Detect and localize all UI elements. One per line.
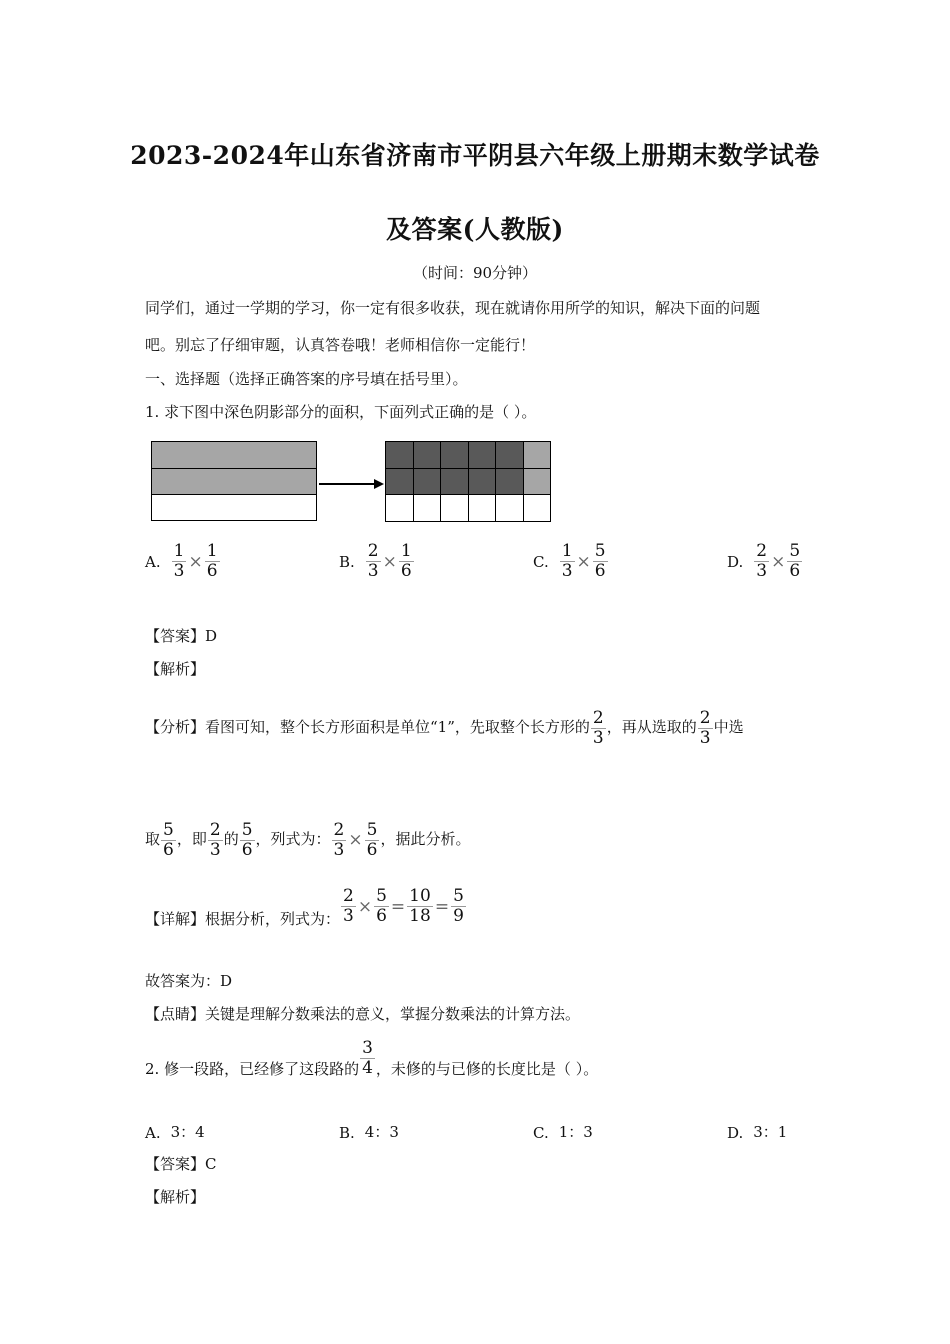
- denominator: 3: [343, 906, 354, 926]
- q1-analysis-heading: 【解析】: [145, 660, 206, 678]
- numerator: 5: [594, 541, 606, 561]
- option-text: 3：4: [170, 1123, 205, 1141]
- q1-final-answer: 故答案为：D: [145, 972, 233, 990]
- numerator: 5: [789, 541, 801, 561]
- q1-analysis-line-2: [145, 816, 470, 863]
- option-label: D.: [727, 552, 744, 571]
- q1-option-a: [145, 542, 221, 581]
- numerator: 5: [453, 886, 464, 906]
- grid-cell: [468, 494, 497, 522]
- fraction: [172, 542, 187, 581]
- numerator: 1: [206, 541, 218, 561]
- right-grid: [385, 441, 550, 521]
- detail-label: 【详解】根据分析，列式为：: [145, 910, 341, 928]
- q1-option-c: [533, 542, 609, 581]
- fraction: [161, 821, 176, 860]
- grid-cell: [495, 441, 524, 469]
- denominator: 18: [409, 906, 431, 926]
- times-sign: ×: [771, 551, 786, 572]
- analysis-text: 【分析】看图可知，整个长方形面积是单位“1”，先取整个长方形的: [145, 718, 590, 736]
- denominator: 3: [333, 839, 345, 860]
- numerator: 5: [366, 819, 378, 840]
- grid-cell: [385, 441, 414, 469]
- q2-option-d: [727, 1121, 787, 1142]
- grid-cell: [523, 468, 552, 496]
- times-sign: ×: [382, 551, 397, 572]
- section-heading: 一、选择题（选择正确答案的序号填在括号里）。: [145, 370, 468, 388]
- fraction: [208, 821, 223, 860]
- numerator: 2: [756, 541, 768, 561]
- q2-option-b: [339, 1121, 399, 1142]
- left-rect-row-1: [151, 441, 317, 469]
- detail-calculation: [340, 875, 467, 938]
- times-sign: ×: [357, 896, 373, 917]
- fraction: [332, 821, 347, 860]
- numerator: 3: [362, 1037, 373, 1058]
- intro-line-2: 吧。别忘了仔细审题，认真答卷哦！老师相信你一定能行！: [145, 336, 536, 354]
- analysis-text: 的: [223, 830, 239, 848]
- numerator: 2: [209, 819, 221, 840]
- denominator: 6: [366, 839, 378, 860]
- times-sign: ×: [576, 551, 591, 572]
- grid-cell: [440, 494, 469, 522]
- option-label: B.: [339, 1124, 355, 1142]
- numerator: 1: [400, 541, 412, 561]
- fraction: [593, 542, 608, 581]
- grid-cell: [495, 468, 524, 496]
- left-rect-row-3: [151, 494, 317, 521]
- denominator: 6: [789, 561, 801, 581]
- q1-answer: 【答案】D: [145, 627, 218, 645]
- denominator: 9: [453, 906, 464, 926]
- grid-cell: [385, 468, 414, 496]
- denominator: 6: [376, 906, 387, 926]
- q1-analysis-line-1: [145, 704, 744, 750]
- denominator: 3: [173, 561, 185, 581]
- grid-cell: [523, 494, 552, 522]
- stem-text: 2. 修一段路，已经修了这段路的: [145, 1060, 360, 1078]
- numerator: 5: [163, 819, 174, 840]
- option-label: B.: [339, 552, 355, 571]
- denominator: 3: [209, 839, 221, 860]
- analysis-text: 中选: [713, 718, 744, 736]
- grid-cell: [440, 441, 469, 469]
- grid-cell: [385, 494, 414, 522]
- q1-option-d: [727, 542, 803, 581]
- denominator: 6: [206, 561, 218, 581]
- denominator: 6: [594, 561, 606, 581]
- equals-sign: =: [434, 896, 450, 917]
- numerator: 10: [409, 886, 431, 906]
- numerator: 2: [333, 819, 345, 840]
- grid-cell: [523, 441, 552, 469]
- option-label: A.: [145, 552, 161, 571]
- fraction: [366, 542, 381, 581]
- fraction: [698, 709, 713, 748]
- time-note: （时间：90分钟）: [412, 264, 538, 282]
- fraction: [341, 887, 356, 926]
- fraction: [407, 887, 433, 926]
- numerator: 1: [173, 541, 185, 561]
- title-line-1: 2023-2024年山东省济南市平阴县六年级上册期末数学试卷: [130, 141, 820, 170]
- denominator: 4: [362, 1057, 373, 1078]
- analysis-text: ，列式为：: [255, 830, 331, 848]
- arrow-icon: [317, 475, 387, 493]
- q2-option-a: [145, 1121, 205, 1142]
- option-text: 1：3: [558, 1123, 593, 1141]
- fraction: [787, 542, 802, 581]
- denominator: 3: [756, 561, 768, 581]
- option-text: 4：3: [364, 1123, 399, 1141]
- fraction: [374, 887, 389, 926]
- grid-cell: [413, 494, 442, 522]
- numerator: 5: [376, 886, 387, 906]
- denominator: 3: [561, 561, 573, 581]
- denominator: 3: [367, 561, 379, 581]
- option-label: C.: [533, 1124, 549, 1142]
- times-sign: ×: [188, 551, 203, 572]
- denominator: 6: [241, 839, 253, 860]
- denominator: 6: [400, 561, 412, 581]
- fraction: [451, 887, 466, 926]
- denominator: 3: [699, 727, 711, 748]
- q2-option-c: [533, 1121, 593, 1142]
- numerator: 2: [367, 541, 379, 561]
- numerator: 2: [592, 707, 604, 728]
- intro-line-1: 同学们，通过一学期的学习，你一定有很多收获，现在就请你用所学的知识，解决下面的问题: [145, 299, 761, 317]
- fraction: [365, 821, 380, 860]
- fraction: [399, 542, 414, 581]
- fraction: [591, 709, 606, 748]
- numerator: 2: [343, 886, 354, 906]
- option-text: 3：1: [753, 1123, 788, 1141]
- numerator: 2: [699, 707, 711, 728]
- q1-option-b: [339, 542, 415, 581]
- option-label: D.: [727, 1124, 744, 1142]
- q2-answer: 【答案】C: [145, 1155, 217, 1173]
- left-rect-row-2: [151, 468, 317, 495]
- grid-cell: [495, 494, 524, 522]
- grid-cell: [468, 441, 497, 469]
- grid-cell: [440, 468, 469, 496]
- analysis-text: ，再从选取的: [606, 718, 697, 736]
- grid-cell: [413, 468, 442, 496]
- question-1-stem: 1. 求下图中深色阴影部分的面积，下面列式正确的是（ ）。: [145, 403, 537, 421]
- option-label: A.: [145, 1124, 161, 1142]
- fraction: [754, 542, 769, 581]
- denominator: 3: [592, 727, 604, 748]
- fraction: [560, 542, 575, 581]
- stem-text: ，未修的与已修的长度比是（ ）。: [375, 1060, 599, 1078]
- option-label: C.: [533, 552, 549, 571]
- times-sign: ×: [348, 830, 363, 850]
- numerator: 1: [561, 541, 573, 561]
- numerator: 5: [241, 819, 253, 840]
- fraction: [240, 821, 255, 860]
- q1-detail: [145, 888, 467, 952]
- q2-analysis-heading: 【解析】: [145, 1188, 206, 1206]
- q1-tip: 【点睛】关键是理解分数乘法的意义，掌握分数乘法的计算方法。: [145, 1005, 581, 1023]
- equals-sign: =: [390, 896, 406, 917]
- fraction: [205, 542, 220, 581]
- question-2-stem: [145, 1037, 599, 1097]
- grid-cell: [413, 441, 442, 469]
- analysis-text: ，即: [176, 830, 207, 848]
- analysis-text: 取: [145, 830, 161, 848]
- grid-cell: [468, 468, 497, 496]
- denominator: 6: [163, 839, 174, 860]
- analysis-text: ，据此分析。: [380, 830, 471, 848]
- fraction: [360, 1039, 375, 1078]
- title-line-2: 及答案(人教版): [386, 215, 564, 244]
